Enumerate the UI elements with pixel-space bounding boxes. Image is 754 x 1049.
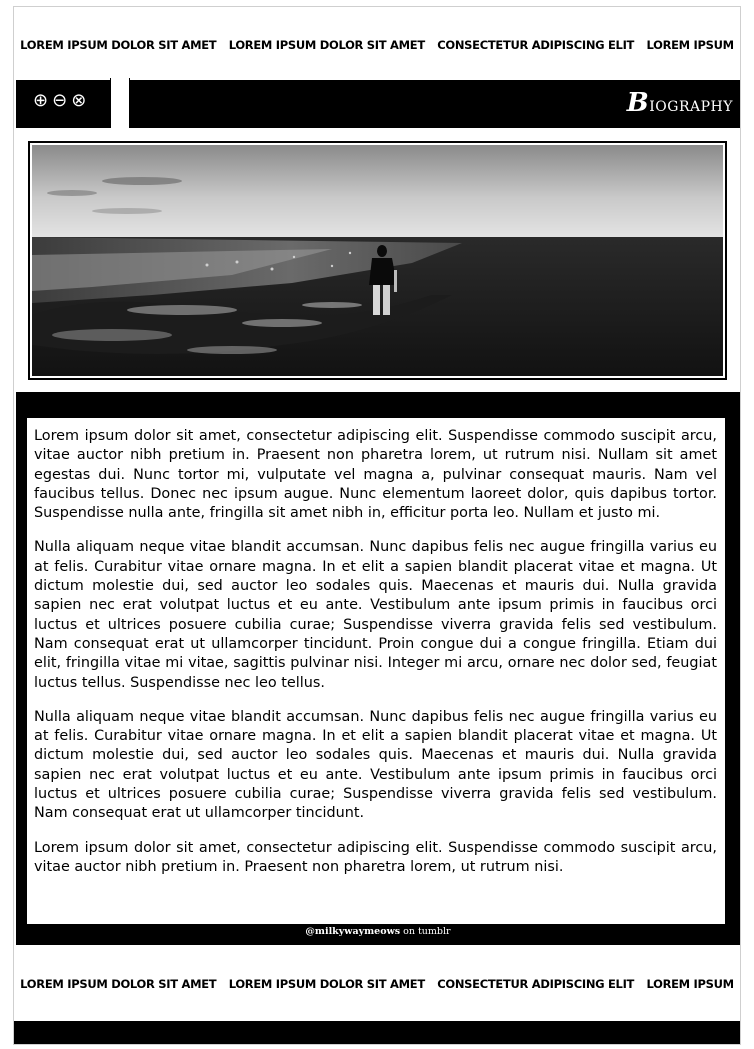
top-nav: [14, 34, 740, 56]
paragraph-1: Lorem ipsum dolor sit amet, consectetur adipiscing elit. Suspendisse commodo suscipit arcu, vitae auctor nibh pretium in. Praesent non pharetra lorem, ut rutrum nisi. Nullam sit amet egestas dui. Nunc tortor mi, vulputate vel magna a, pulvinar consequat mauris. Nam vel faucibus tellus. Donec nec ipsum augue. Nunc elementum laoreet dolor, quis dapibus tortor. Suspendisse nulla ante, fringilla sit amet nibh in, efficitur porta leo. Nullam et justo mi.: [34, 428, 717, 522]
bottom-nav: [14, 973, 740, 995]
header-photo-frame: [28, 141, 727, 380]
title-bar: [16, 80, 740, 128]
paragraph-3: Nulla aliquam neque vitae blandit accumsan. Nunc dapibus felis nec augue fringilla varius eu at felis. Curabitur vitae ornare magna. In et elit a sapien blandit placerat vitae et magna. Ut dictum molestie dui, sed auctor leo sodales quis. Maecenas et mauris dui. Nulla gravida sapien nec erat volutpat luctus et eu ante. Vestibulum ante ipsum primis in faucibus orci luctus et ultrices posuere cubilia curae; Suspendisse viverra gravida felis sed vestibulum. Nam consequat erat ut ullamcorper tincidunt.: [34, 708, 717, 822]
page-title: [627, 90, 733, 117]
zoom-out-icon[interactable]: ⊖: [52, 90, 68, 111]
footer-bar: [14, 1021, 740, 1044]
top-nav-link-4[interactable]: LOREM IPSUM: [646, 38, 734, 52]
bottom-nav-link-1[interactable]: LOREM IPSUM DOLOR SIT AMET: [20, 977, 217, 991]
window-controls: [33, 91, 86, 111]
theme-credit: [16, 926, 740, 937]
title-bar-notch: [110, 78, 130, 128]
bottom-nav-link-2[interactable]: LOREM IPSUM DOLOR SIT AMET: [228, 977, 425, 991]
zoom-in-icon[interactable]: ⊕: [33, 90, 49, 111]
top-nav-link-2[interactable]: LOREM IPSUM DOLOR SIT AMET: [228, 38, 425, 52]
bottom-nav-link-3[interactable]: CONSECTETUR ADIPISCING ELIT: [437, 977, 635, 991]
biography-text: [27, 418, 725, 924]
page-title-initial: B: [626, 88, 650, 118]
top-nav-link-1[interactable]: LOREM IPSUM DOLOR SIT AMET: [20, 38, 217, 52]
credit-handle-link[interactable]: @milkywaymeows: [305, 926, 401, 937]
paragraph-2: Nulla aliquam neque vitae blandit accumsan. Nunc dapibus felis nec augue fringilla varius eu at felis. Curabitur vitae ornare magna. In et elit a sapien blandit placerat vitae et magna. Ut dictum molestie dui, sed auctor leo sodales quis. Maecenas et mauris dui. Nulla gravida sapien nec erat volutpat luctus et eu ante. Vestibulum ante ipsum primis in faucibus orci luctus et ultrices posuere cubilia curae; Suspendisse viverra gravida felis sed vestibulum. Nam consequat erat ut ullamcorper tincidunt. Proin congue dui a congue fringilla. Etiam dui elit, fringilla vitae mi vitae, sagittis pulvinar nisi. Integer mi arcu, ornare nec dolor sed, feugiat luctus tellus. Suspendisse nec leo tellus.: [34, 539, 717, 691]
top-nav-link-3[interactable]: CONSECTETUR ADIPISCING ELIT: [437, 38, 635, 52]
close-icon[interactable]: ⊗: [71, 90, 87, 111]
content-panel: [16, 392, 740, 945]
credit-suffix: on tumblr: [400, 926, 451, 937]
paragraph-4: Lorem ipsum dolor sit amet, consectetur adipiscing elit. Suspendisse commodo suscipit arcu, vitae auctor nibh pretium in. Praesent non pharetra lorem, ut rutrum nisi.: [34, 839, 717, 875]
beach-photo: [32, 145, 723, 376]
bottom-nav-link-4[interactable]: LOREM IPSUM: [646, 977, 734, 991]
page-title-rest: iography: [649, 92, 733, 116]
